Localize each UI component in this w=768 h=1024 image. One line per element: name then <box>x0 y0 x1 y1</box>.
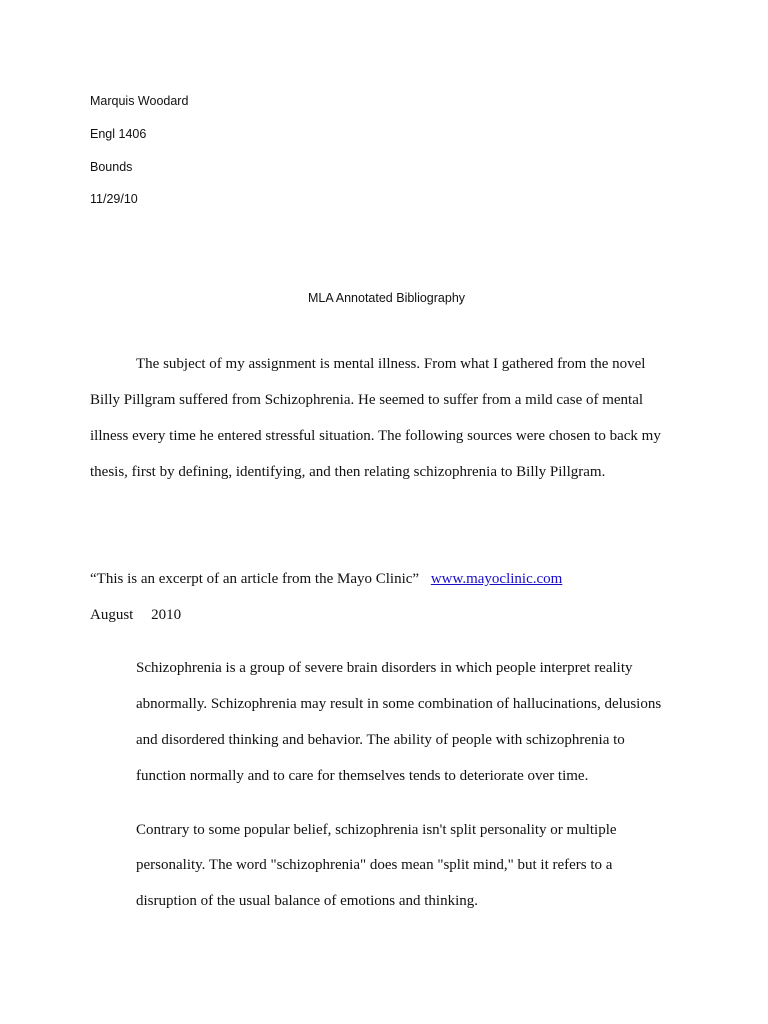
intro-line-4: thesis, first by defining, identifying, and then relating schizophrenia to Billy Pillgram. <box>90 464 606 480</box>
paper-date: 11/29/10 <box>90 192 138 206</box>
author-name: Marquis Woodard <box>90 94 189 108</box>
citation-month: August <box>90 607 134 623</box>
excerpt-1-line-3: and disordered thinking and behavior. The ability of people with schizophrenia to <box>136 732 625 748</box>
citation-line <box>90 571 562 588</box>
intro-line-1: The subject of my assignment is mental illness. From what I gathered from the novel <box>136 356 646 372</box>
citation-year: 2010 <box>151 607 182 623</box>
excerpt-1-line-1: Schizophrenia is a group of severe brain disorders in which people interpret reality <box>136 660 633 676</box>
citation-text: “This is an excerpt of an article from the Mayo Clinic” <box>90 571 420 587</box>
excerpt-1-line-2: abnormally. Schizophrenia may result in some combination of hallucinations, delusions <box>136 696 662 712</box>
excerpt-2-line-2: personality. The word "schizophrenia" does mean "split mind," but it refers to a <box>136 857 613 873</box>
instructor-name: Bounds <box>90 160 133 174</box>
excerpt-2-line-1: Contrary to some popular belief, schizophrenia isn't split personality or multiple <box>136 822 617 838</box>
page-title: MLA Annotated Bibliography <box>307 291 466 305</box>
excerpt-1-line-4: function normally and to care for themselves tends to deteriorate over time. <box>136 768 589 784</box>
intro-line-2: Billy Pillgram suffered from Schizophrenia. He seemed to suffer from a mild case of mental <box>90 392 644 408</box>
intro-line-3: illness every time he entered stressful situation. The following sources were chosen to back my <box>90 428 661 444</box>
excerpt-2-line-3: disruption of the usual balance of emotions and thinking. <box>136 893 479 909</box>
course-name: Engl 1406 <box>90 127 147 141</box>
mayo-clinic-link[interactable]: www.mayoclinic.com <box>430 571 563 587</box>
citation-date <box>90 607 181 624</box>
